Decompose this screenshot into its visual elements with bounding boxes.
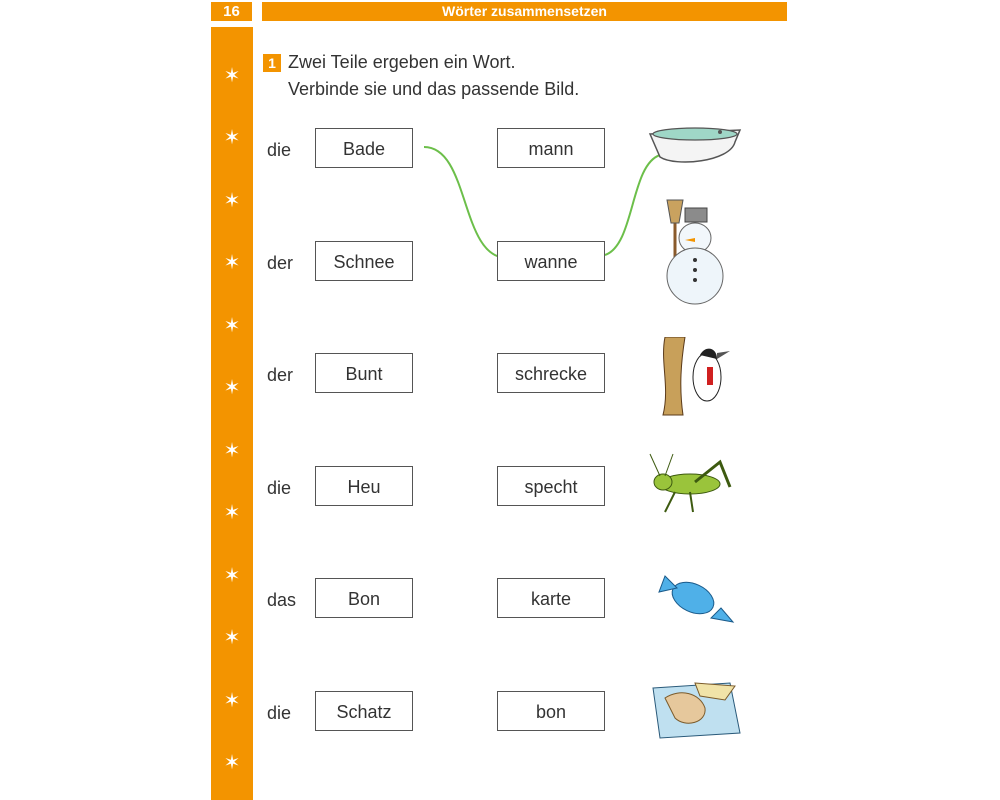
- star-icon: ✶: [223, 563, 241, 587]
- task-number: 1: [263, 54, 281, 72]
- connector-bade-wanne: [424, 147, 507, 258]
- word-piece-right[interactable]: karte: [497, 578, 605, 618]
- article: die: [267, 478, 292, 498]
- word-piece-left[interactable]: Bunt: [315, 353, 413, 393]
- instruction-line-2: Verbinde sie und das passende Bild.: [288, 79, 580, 99]
- star-icon: ✶: [223, 500, 241, 524]
- star-icon: ✶: [223, 313, 241, 337]
- snowman-icon[interactable]: [645, 198, 735, 308]
- article: die: [267, 703, 292, 723]
- woodpecker-icon[interactable]: [645, 337, 735, 417]
- star-icon: ✶: [223, 625, 241, 649]
- word-piece-right[interactable]: mann: [497, 128, 605, 168]
- star-icon: ✶: [223, 250, 241, 274]
- star-icon: ✶: [223, 688, 241, 712]
- page-number: 16: [211, 2, 252, 21]
- candy-icon[interactable]: [645, 566, 740, 631]
- star-icon: ✶: [223, 750, 241, 774]
- bathtub-icon[interactable]: [645, 122, 745, 172]
- article: der: [267, 253, 294, 273]
- side-stripe: [211, 27, 253, 800]
- word-piece-left[interactable]: Bade: [315, 128, 413, 168]
- word-piece-right[interactable]: schrecke: [497, 353, 605, 393]
- word-piece-right[interactable]: specht: [497, 466, 605, 506]
- word-piece-right[interactable]: wanne: [497, 241, 605, 281]
- article: der: [267, 365, 294, 385]
- article: die: [267, 140, 292, 160]
- treasure-map-icon[interactable]: [645, 678, 745, 743]
- grasshopper-icon[interactable]: [645, 452, 740, 517]
- instruction-line-1: Zwei Teile ergeben ein Wort.: [288, 52, 516, 72]
- star-icon: ✶: [223, 125, 241, 149]
- word-piece-left[interactable]: Heu: [315, 466, 413, 506]
- article: das: [267, 590, 297, 610]
- word-piece-left[interactable]: Bon: [315, 578, 413, 618]
- star-icon: ✶: [223, 63, 241, 87]
- word-piece-right[interactable]: bon: [497, 691, 605, 731]
- star-icon: ✶: [223, 375, 241, 399]
- word-piece-left[interactable]: Schnee: [315, 241, 413, 281]
- page-header-title: Wörter zusammensetzen: [262, 2, 787, 21]
- word-piece-left[interactable]: Schatz: [315, 691, 413, 731]
- star-icon: ✶: [223, 438, 241, 462]
- star-icon: ✶: [223, 188, 241, 212]
